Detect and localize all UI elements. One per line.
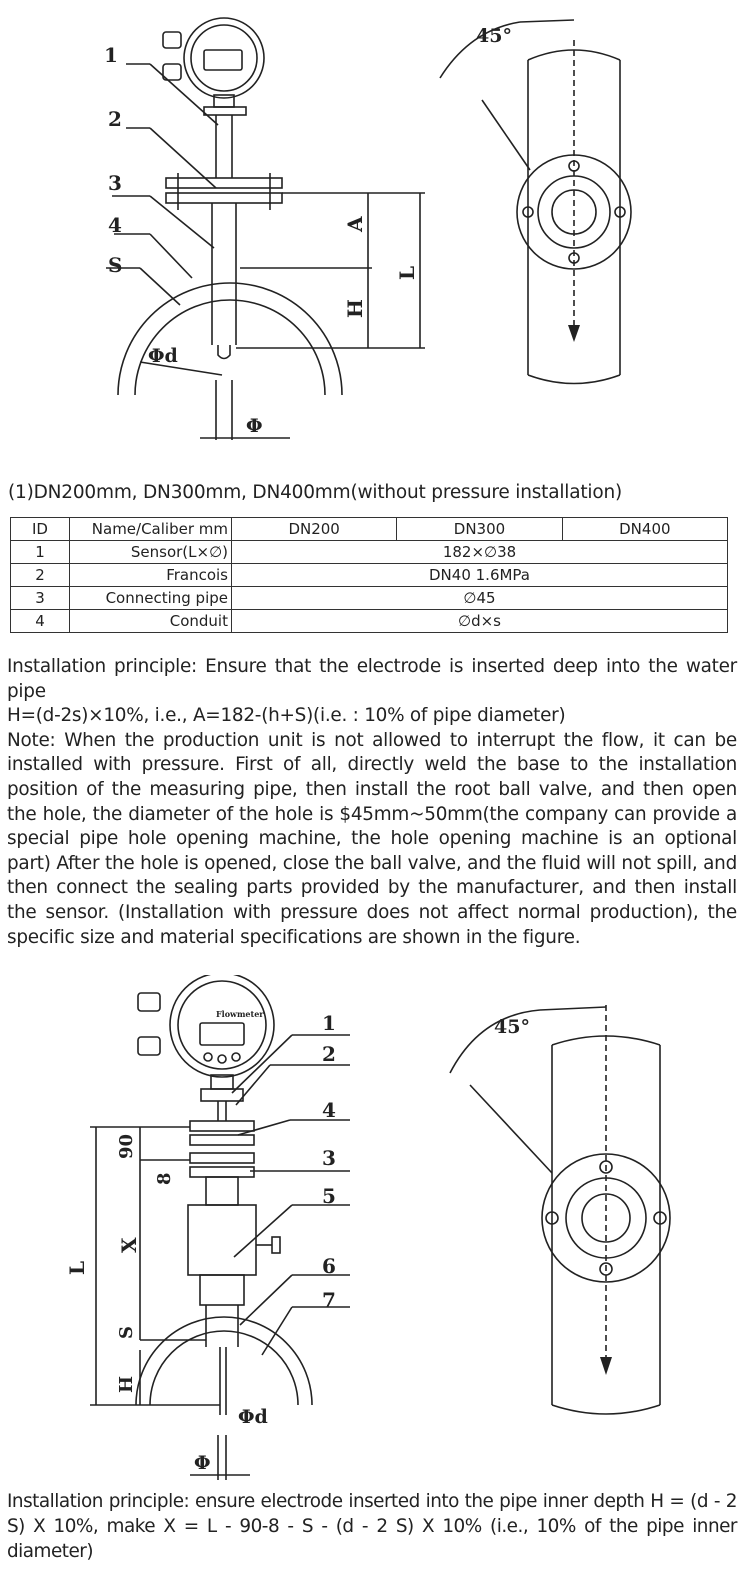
row-name: Francois	[70, 564, 232, 587]
row-value: 182×∅38	[232, 541, 728, 564]
dim-90: 90	[116, 1133, 137, 1159]
callout-7: 7	[322, 1288, 336, 1312]
dim-h: H	[116, 1375, 137, 1393]
table-row	[11, 564, 728, 587]
dim-d: Φd	[148, 345, 178, 367]
logo-text: Flowmeter	[216, 1009, 264, 1019]
row-value: DN40 1.6MPa	[232, 564, 728, 587]
dim-l: L	[65, 1260, 89, 1275]
header-dn300: DN300	[397, 518, 562, 541]
row-id: 4	[11, 610, 70, 633]
header-id: ID	[11, 518, 70, 541]
installation-drawing-without-pressure	[0, 0, 750, 475]
dim-x: X	[117, 1237, 141, 1253]
callout-1: 1	[322, 1011, 336, 1035]
spec-table	[10, 517, 728, 633]
callout-1: 1	[104, 43, 118, 67]
dim-d: Φd	[238, 1406, 268, 1428]
callout-3: 3	[108, 171, 122, 195]
callout-6: 6	[322, 1254, 336, 1278]
callout-4: 4	[108, 213, 122, 237]
callout-2: 2	[322, 1042, 336, 1066]
callout-4: 4	[322, 1098, 336, 1122]
dim-phi: Φ	[194, 1452, 211, 1474]
row-name: Conduit	[70, 610, 232, 633]
table-row	[11, 610, 728, 633]
row-id: 2	[11, 564, 70, 587]
callout-3: 3	[322, 1146, 336, 1170]
dim-a: A	[343, 216, 367, 232]
row-id: 1	[11, 541, 70, 564]
callout-5: 5	[322, 1184, 336, 1208]
row-name: Connecting pipe	[70, 587, 232, 610]
installation-notes	[7, 655, 737, 950]
header-dn400: DN400	[562, 518, 727, 541]
table-row	[11, 587, 728, 610]
row-value: ∅d×s	[232, 610, 728, 633]
callout-s: S	[108, 253, 123, 277]
header-dn200: DN200	[232, 518, 397, 541]
row-name: Sensor(L×∅)	[70, 541, 232, 564]
principle-line: Installation principle: Ensure that the electrode is inserted deep into the water pipe	[7, 656, 737, 702]
dim-l: L	[395, 265, 419, 280]
figure-caption: (1)DN200mm, DN300mm, DN400mm(without pressure installation)	[8, 482, 623, 503]
dim-phi: Φ	[246, 415, 263, 437]
dim-8: 8	[154, 1172, 175, 1185]
formula-line: H=(d-2s)×10%, i.e., A=182-(h+S)(i.e. : 10% of pipe diameter)	[7, 705, 566, 727]
table-row	[11, 541, 728, 564]
dim-h: H	[343, 299, 367, 318]
row-value: ∅45	[232, 587, 728, 610]
installation-drawing-with-pressure	[0, 975, 750, 1485]
note-paragraph: Note: When the production unit is not allowed to interrupt the flow, it can be installed with pressure. First of all, directly weld the base to the installation position of the measuring pipe, then install the root ball valve, and then open the hole, the diameter of the hole is $45mm~50mm(the company can provide a special pipe hole opening machine, the hole opening machine is an optional part) After the hole is opened, close the ball valve, and the fluid will not spill, and then connect the sealing parts provided by the manufacturer, and then install the sensor. (Installation with pressure does not affect normal production), the specific size and material specifications are shown in the figure.	[7, 729, 737, 948]
header-name: Name/Caliber mm	[70, 518, 232, 541]
callout-2: 2	[108, 107, 122, 131]
dim-s: S	[116, 1326, 137, 1339]
angle-45: 45°	[476, 25, 512, 47]
angle-45: 45°	[494, 1016, 530, 1038]
installation-principle-2: Installation principle: ensure electrode inserted into the pipe inner depth H = (d - 2 S) X 10%, make X = L - 90-8 - S - (d - 2 S) X 10% (i.e., 10% of the pipe inner diameter)	[7, 1491, 737, 1562]
row-id: 3	[11, 587, 70, 610]
table-header-row	[11, 518, 728, 541]
